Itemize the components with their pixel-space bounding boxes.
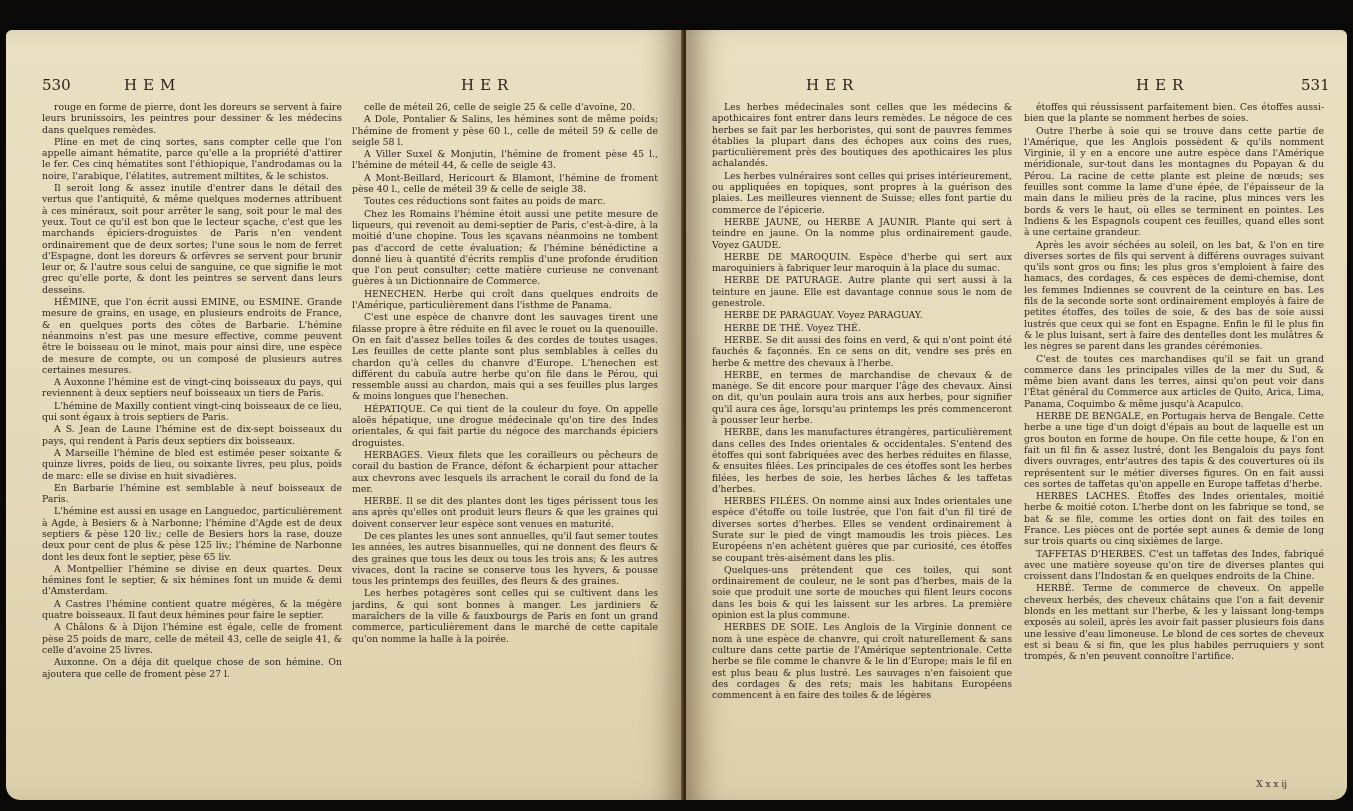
left-running-head-1: HEM — [124, 76, 182, 94]
left-running-head-2: HER — [461, 76, 515, 94]
paragraph: HERBE DE PATURAGE. Autre plante qui sert aussi à la teinture en jaune. Elle est davantage connue sous le nom de genestrole. — [712, 275, 1012, 310]
paragraph: Pline en met de cinq sortes, sans compter celle que l'on appelle aimant hématite, parce qu'elle a la propriété d'attirer le fer. Ces cinq hématites sont l'éthiopique, l'androdamas ou la noire, l'arabique, l'élatites, autrement miltites, & le schistos. — [42, 136, 342, 182]
paragraph: Les herbes potagères sont celles qui se cultivent dans les jardins, & qui sont bonnes à manger. Les jardiniers & maraîchers de la ville & fauxbourgs de Paris en font un grand commerce, particulièrement dans le marché de cette capitale qu'on nomme la halle à la poirée. — [352, 588, 658, 645]
paragraph: A Mont-Beillard, Hericourt & Blamont, l'hémine de froment pèse 40 l., celle de méteil 39 & celle de seigle 38. — [352, 172, 658, 196]
right-column-2 — [1024, 102, 1324, 792]
paragraph: A Montpellier l'hémine se divise en deux quartes. Deux hémines font le septier, & six hémines font un muide & demi d'Amsterdam. — [42, 563, 342, 598]
paragraph: Il seroit long & assez inutile d'entrer dans le détail des vertus que l'antiquité, & même quelques modernes attribuent à ces minéraux, soit pour arrêter le sang, soit pour le mal des yeux. Tout ce qu'il est bon que le lecteur sçache, c'est que les marchands épiciers-droguistes de Paris n'en vendent ordinairement que de deux sortes; l'une sous le nom de ferret d'Espagne, dont les doreurs & orfèvres se servent pour brunir leur or, & l'autre sous celui de sanguine, ce que signifie le mot grec qu'elle porte, & dont les peintres se servent dans leurs desseins. — [42, 183, 342, 296]
signature-mark: X x x ij — [1256, 780, 1287, 790]
paragraph: A Châlons & à Dijon l'hémine est égale, celle de froment pèse 25 poids de marc, celle de méteil 43, celle de seigle 41, & celle d'avoine 25 livres. — [42, 622, 342, 656]
paragraph: Les herbes médecinales sont celles que les médecins & apothicaires font entrer dans leurs remèdes. Le négoce de ces herbes se fait par les herboristes, qui sont de pauvres femmes établies la plupart dans des échopes aux coins des rues, particulièrement près des boutiques des apothicaires les plus achalandés. — [712, 102, 1012, 170]
paragraph: A Castres l'hémine contient quatre mégères, & la mégère quatre boisseaux. Il faut deux hémines pour faire le septier. — [42, 598, 342, 622]
paragraph: HERBE DE BENGALE, en Portugais herva de Bengale. Cette herbe a une tige d'un doigt d'épais au bout de laquelle est un gros bouton en forme de houpe. On file cette houpe, & l'on en fait un fil fin & assez lustré, dont les Bengalois du pays font divers ouvrages, entr'autres des tapis & des couvertures où ils représentent sur le métier diverses figures. On en fait aussi ces sortes de taffetas qu'on appelle en Europe taffetas d'herbe. — [1024, 411, 1324, 490]
right-column-1 — [712, 102, 1012, 792]
paragraph: HERBE, dans les manufactures étrangères, particulièrement dans celles des Indes orientales & occidentales. S'entend des étoffes qui sont fabriquées avec des herbes réduites en filasse, & ensuites filées. Les principales de ces étoffes sont les herbes filées, les herbes de soie, les herbes lâches & les taffetas d'herbes. — [712, 427, 1012, 495]
paragraph: HERBE DE PARAGUAY. Voyez PARAGUAY. — [724, 310, 923, 322]
left-column-2 — [352, 102, 658, 792]
paragraph: HERBE DE MAROQUIN. Espèce d'herbe qui sert aux maroquiniers à fabriquer leur maroquin à la place du sumac. — [712, 251, 1012, 275]
paragraph: HÉMINE, que l'on écrit aussi EMINE, ou ESMINE. Grande mesure de grains, en usage, en plusieurs endroits de France, & en quelques ports des côtes de Barbarie. L'hémine néanmoins n'est pas une mesure effective, comme peuvent être le boisseau ou le minot, mais pour ainsi dire, une espèce de mesure de compte, ou un composé de plusieurs autres certaines mesures. — [42, 297, 342, 376]
paragraph: A Marseille l'hémine de bled est estimée peser soixante & quinze livres, poids de lieu, ou soixante livres, peu plus, poids de marc: elle se divise en huit sivadières. — [42, 447, 342, 482]
paragraph: HERBES FILÉES. On nomme ainsi aux Indes orientales une espèce d'étoffe ou toile lustrée, que l'on fait d'un fil tiré de diverses sortes d'herbes. Elles se vendent ordinairement à Surate sur le pied de vingt mamoudis les trois pièces. Les Européens n'en achètent guères que par curiosité, ces étoffes se coupant très-aisément dans les plis. — [712, 496, 1012, 564]
left-column-1 — [42, 102, 342, 792]
left-page-number: 530 — [42, 76, 71, 94]
paragraph: HERBÉ. Terme de commerce de cheveux. On appelle cheveux herbés, des cheveux châtains que l'on a fait devenir blonds en les mettant sur l'herbe, & les y laissant long-temps exposés au soleil, après les avoir fait passer plusieurs fois dans une lessive d'eau limoneuse. Le blond de ces sortes de cheveux est si beau & si fin, que les plus habiles perruquiers y sont trompés, & n'en peuvent connoître l'artifice. — [1024, 583, 1324, 663]
paragraph: HERBAGES. Vieux filets que les corailleurs ou pêcheurs de corail du bastion de France, défont & écharpient pour attacher aux chevrons avec lesquels ils arrachent le corail du fond de la mer. — [352, 449, 658, 495]
paragraph: Outre l'herbe à soie qui se trouve dans cette partie de l'Amérique, que les Anglois possèdent & qu'ils nomment Virginie, il y en a encore une autre espèce dans l'Amérique méridionale, sur-tout dans les montagnes du Popayan & du Pérou. La racine de cette plante est pleine de nœuds; ses feuilles sont comme la lame d'une épée, de l'épaisseur de la main dans le milieu près de la racine, plus minces vers les bords & vers le haut, où elles se terminent en pointes. Les Indiens & les Espagnols coupent ces feuilles, quand elles sont à une certaine grandeur. — [1024, 125, 1324, 239]
paragraph: Chez les Romains l'hémine étoit aussi une petite mesure de liqueurs, qui revenoit au demi-septier de Paris, c'est-à-dire, à la moitié d'une chopine. Tous les sçavans néanmoins ne tombent pas d'accord de cette évaluation; & l'hémine bénédictine a donné lieu à quantité d'écrits remplis d'une profonde érudition que l'on peut consulter; cette matière curieuse ne convenant guères à un Dictionnaire de Commerce. — [352, 208, 658, 288]
right-running-head-2: HER — [1136, 76, 1190, 94]
paragraph: A Dole, Pontalier & Salins, les hémines sont de même poids; l'hémine de froment y pèse 60 l., celle de méteil 59 & celle de seigle 58 l. — [352, 114, 658, 148]
paragraph: HERBES LACHES. Étoffes des Indes orientales, moitié herbe & moitié coton. L'herbe dont on les fabrique se tond, se bat & se file, comme les orties dont on fait des toiles en France. Les pièces ont de portée sept aunes & demie de long sur trois quarts ou cinq sixièmes de large. — [1024, 491, 1324, 548]
paragraph: Les herbes vulnéraires sont celles qui prises intérieurement, ou appliquées en topiques, sont propres à la guérison des plaies. Les meilleures viennent de Suisse; elles font partie du commerce de l'épicerie. — [712, 170, 1012, 216]
paragraph: De ces plantes les unes sont annuelles, qu'il faut semer toutes les années, les autres bisannuelles, qui ne donnent des fleurs & des graines que tous les deux ou tous les trois ans; & les autres vivaces, dont la racine se conserve tous les hyvers, & pousse tous les printemps des feuilles, des fleurs & des graines. — [352, 530, 658, 588]
paragraph: HENECHEN. Herbe qui croît dans quelques endroits de l'Amérique, particulièrement dans l'isthme de Panama. — [352, 288, 658, 312]
paragraph: A Viller Suxel & Monjutin, l'hémine de froment pèse 45 l., l'hémine de méteil 44, & celle de seigle 43. — [352, 149, 658, 172]
paragraph: TAFFETAS D'HERBES. C'est un taffetas des Indes, fabriqué avec une matière soyeuse qu'on tire de diverses plantes qui croissent dans l'Indostan & en quelques endroits de la Chine. — [1024, 548, 1324, 583]
paragraph: Toutes ces réductions sont faites au poids de marc. — [364, 196, 606, 208]
paragraph: C'est de toutes ces marchandises qu'il se fait un grand commerce dans les principales villes de la mer du Sud, & même bien avant dans les terres, ainsi qu'on peut voir dans l'État général du Commerce aux articles de Quito, Arica, Lima, Panama, Coquimbo & même jusqu'à Acapulco. — [1024, 353, 1324, 410]
paragraph: En Barbarie l'hémine est semblable à neuf boisseaux de Paris. — [42, 482, 342, 506]
paragraph: HERBE. Il se dit des plantes dont les tiges périssent tous les ans après qu'elles ont produit leurs fleurs & que les graines qui doivent conserver leur espèce sont venues en maturité. — [352, 496, 658, 530]
paragraph: HERBE JAUNE, ou HERBE A JAUNIR. Plante qui sert à teindre en jaune. On la nomme plus ordinairement gaude. Voyez GAUDE. — [712, 216, 1012, 251]
paragraph: HERBE, en termes de marchandise de chevaux & de manège. Se dit encore pour marquer l'âge des chevaux. Ainsi on dit, qu'un poulain aura trois ans aux herbes, pour signifier qu'il aura ces âge, lorsqu'au printemps les prés commenceront à pousser leur herbe. — [712, 369, 1012, 427]
paragraph: A Auxonne l'hémine est de vingt-cinq boisseaux du pays, qui reviennent à deux septiers neuf boisseaux un tiers de Paris. — [42, 377, 342, 400]
right-page-number: 531 — [1301, 76, 1330, 94]
paragraph: celle de méteil 26, celle de seigle 25 & celle d'avoine, 20. — [364, 102, 636, 113]
paragraph: rouge en forme de pierre, dont les doreurs se servent à faire leurs brunissoirs, les peintres pour dessiner & les médecins dans quelques remèdes. — [42, 102, 342, 136]
paragraph: HERBE. Se dit aussi des foins en verd, & qui n'ont point été fauchés & façonnés. En ce sens on dit, vendre ses prés en herbe & mettre des chevaux à l'herbe. — [712, 334, 1012, 369]
paragraph: L'hémine de Maxilly contient vingt-cinq boisseaux de ce lieu, qui sont égaux à trois septiers de Paris. — [42, 400, 342, 424]
paragraph: HERBE DE THÉ. Voyez THÉ. — [724, 322, 861, 334]
paragraph: A S. Jean de Laune l'hémine est de dix-sept boisseaux du pays, qui rendent à Paris deux septiers dix boisseaux. — [42, 424, 342, 447]
paragraph: étoffes qui réussissent parfaitement bien. Ces étoffes aussi-bien que la plante se nomment herbes de soies. — [1024, 102, 1324, 125]
paragraph: Après les avoir séchées au soleil, on les bat, & l'on en tire diverses sortes de fils qui servent à différens ouvrages suivant qu'ils sont gros ou fins; les plus gros s'emploient à faire des hamacs, des cordages, & ces espèces de demi-chemise, dont les femmes Indiennes se couvrent de la ceinture en bas. Les fils de la seconde sorte sont ordinairement employés à faire de petites étoffes, des toiles de soie, & des bas de soie aussi lustrés que ceux qui se font en Espagne. Enfin le fil le plus fin & le plus luisant, sert à faire des dentelles dont les mulâtres & les nègres se parent dans les grandes cérémonies. — [1024, 239, 1324, 353]
paragraph: C'est une espèce de chanvre dont les sauvages tirent une filasse propre à être réduite en fil avec le rouet ou la quenouille. On en fait d'assez belles toiles & des cordes de toutes usages. Les feuilles de cette plante sont plus semblables à celles du chardon qu'à celles du chanvre d'Europe. L'henechen est différent du cabuïa autre herbe qu'on file dans le Pérou, qui ressemble aussi au chardon, mais qui a ses feuilles plus larges & moins longues que l'henechen. — [352, 312, 658, 403]
paragraph: HERBES DE SOIE. Les Anglois de la Virginie donnent ce nom à une espèce de chanvre, qui croît naturellement & sans culture dans cette partie de l'Amérique septentrionale. Cette herbe se file comme le chanvre & le lin d'Europe; mais le fil en est plus beau & plus lustré. Les sauvages n'en faisoient que des cordages & des rets; mais les habitans Européens commencent à en faire des toiles & de légères — [712, 622, 1012, 702]
paragraph: HÉPATIQUE. Ce qui tient de la couleur du foye. On appelle aloës hépatique, une drogue médecinale qu'on tire des Indes orientales, & qui fait partie du négoce des marchands épiciers droguistes. — [352, 403, 658, 449]
paragraph: Quelques-uns prétendent que ces toiles, qui sont ordinairement de couleur, ne le sont pas d'herbes, mais de la soie que produit une sorte de mouches qui filent leurs cocons dans les bois & qui les laissent sur les arbres. La première opinion est la plus commune. — [712, 564, 1012, 622]
paragraph: Auxonne. On a déja dit quelque chose de son hémine. On ajoutera que celle de froment pèse 27 l. — [42, 657, 342, 680]
left-page — [6, 30, 683, 800]
right-page — [686, 30, 1347, 800]
paragraph: L'hémine est aussi en usage en Languedoc, particulièrement à Agde, à Besiers & à Narbonne; l'hémine d'Agde est de deux septiers & pèse 120 liv.; celle de Besiers hors la rase, douze deux pour cent de plus & pèse 125 liv.; l'hémine de Narbonne dont les deux font le septier, pèse 65 liv. — [42, 506, 342, 563]
right-running-head-1: HER — [806, 76, 860, 94]
